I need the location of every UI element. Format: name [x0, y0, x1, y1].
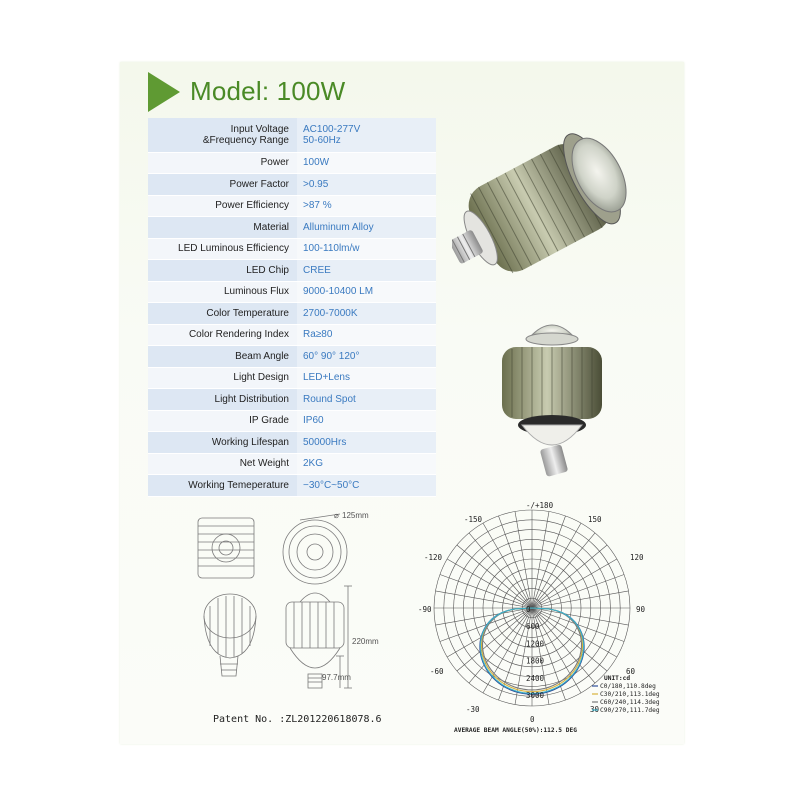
- polar-angle-label: 90: [636, 605, 646, 614]
- drawing-perspective: [204, 594, 256, 676]
- polar-angle-label: -30: [466, 705, 480, 714]
- base-label: 97.7mm: [322, 673, 351, 682]
- spec-row: [148, 410, 436, 432]
- polar-light-distribution: [412, 500, 684, 740]
- spec-row: [148, 432, 436, 454]
- spec-value: Alluminum Alloy: [297, 217, 436, 239]
- polar-unit: UNIT:cd: [604, 675, 631, 682]
- polar-radial-label: 1200: [526, 639, 545, 649]
- polar-radial-label: 3000: [526, 691, 545, 701]
- average-beam-angle: AVERAGE BEAM ANGLE(50%):112.5 DEG: [454, 727, 577, 734]
- diameter-symbol-icon: ⌀: [334, 511, 339, 520]
- technical-drawing: [190, 506, 410, 706]
- lamp-photo-upright: [502, 325, 602, 477]
- spec-label: Light Design: [148, 367, 297, 389]
- spec-value: 2KG: [297, 453, 436, 475]
- legend-entry: C0/180,110.8deg: [600, 683, 656, 690]
- spec-row: [148, 195, 436, 217]
- spec-value: −30°C~50°C: [297, 475, 436, 497]
- spec-label: Power Efficiency: [148, 195, 297, 217]
- spec-row: [148, 303, 436, 325]
- spec-label: Net Weight: [148, 453, 297, 475]
- spec-label: Light Distribution: [148, 389, 297, 411]
- spec-row: [148, 367, 436, 389]
- legend-entry: C90/270,111.7deg: [600, 707, 660, 714]
- spec-value: Ra≥80: [297, 324, 436, 346]
- spec-row: [148, 217, 436, 239]
- spec-row: [148, 238, 436, 260]
- polar-angle-label: 30: [590, 705, 600, 714]
- legend-entry: C60/240,114.3deg: [600, 699, 660, 706]
- polar-angle-label: 150: [588, 515, 602, 524]
- spec-value: IP60: [297, 410, 436, 432]
- spec-row: [148, 324, 436, 346]
- spec-value: LED+Lens: [297, 367, 436, 389]
- spec-label: Beam Angle: [148, 346, 297, 368]
- polar-angle-label: 120: [630, 553, 644, 562]
- spec-value: 9000-10400 LM: [297, 281, 436, 303]
- spec-row: [148, 453, 436, 475]
- spec-label: Power Factor: [148, 174, 297, 196]
- spec-value: 100-110lm/w: [297, 238, 436, 260]
- spec-value: 2700-7000K: [297, 303, 436, 325]
- spec-row: [148, 346, 436, 368]
- drawing-side-view: [198, 518, 254, 578]
- legend-entry: C30/210,113.1deg: [600, 691, 660, 698]
- spec-label: Luminous Flux: [148, 281, 297, 303]
- polar-angle-label: -150: [464, 515, 483, 524]
- spec-row: [148, 389, 436, 411]
- spec-label: Power: [148, 152, 297, 174]
- polar-angle-label: -60: [430, 667, 444, 676]
- patent-number: Patent No. :ZL201220618078.6: [213, 714, 382, 725]
- spec-value: CREE: [297, 260, 436, 282]
- height-label: 220mm: [352, 637, 379, 646]
- drawing-top-view: [283, 520, 347, 584]
- polar-angle-label: -/+180: [526, 501, 554, 510]
- spec-value: Round Spot: [297, 389, 436, 411]
- spec-value: AC100-277V 50-60Hz: [297, 118, 436, 152]
- polar-radial-label: 2400: [526, 673, 545, 683]
- spec-label: Material: [148, 217, 297, 239]
- spec-row: [148, 475, 436, 497]
- spec-value: 100W: [297, 152, 436, 174]
- polar-angle-label: -120: [424, 553, 443, 562]
- polar-angle-label: 60: [626, 667, 636, 676]
- page-title: Model: 100W: [190, 76, 346, 106]
- lamp-photo-large: [452, 121, 642, 297]
- spec-row: [148, 174, 436, 196]
- spec-row: [148, 260, 436, 282]
- spec-label: Working Temeperature: [148, 475, 297, 497]
- product-photos: [452, 110, 652, 490]
- polar-angle-label: -90: [418, 605, 432, 614]
- header-triangle-icon: [148, 72, 180, 112]
- spec-label: LED Luminous Efficiency: [148, 238, 297, 260]
- spec-label: Working Lifespan: [148, 432, 297, 454]
- spec-table: [148, 118, 436, 497]
- polar-radial-label: 1800: [526, 656, 545, 666]
- spec-value: >0.95: [297, 174, 436, 196]
- spec-label: Color Temperature: [148, 303, 297, 325]
- spec-value: >87 %: [297, 195, 436, 217]
- spec-row: [148, 152, 436, 174]
- spec-value: 50000Hrs: [297, 432, 436, 454]
- spec-label: Color Rendering Index: [148, 324, 297, 346]
- spec-row: [148, 281, 436, 303]
- diameter-label: 125mm: [342, 511, 369, 520]
- polar-radial-label: 600: [526, 622, 540, 632]
- spec-value: 60° 90° 120°: [297, 346, 436, 368]
- spec-label: Input Voltage &Frequency Range: [148, 118, 297, 152]
- polar-radial-label: 0: [526, 605, 531, 614]
- polar-angle-label: 0: [530, 715, 535, 724]
- spec-label: LED Chip: [148, 260, 297, 282]
- spec-label: IP Grade: [148, 410, 297, 432]
- spec-row: [148, 118, 436, 152]
